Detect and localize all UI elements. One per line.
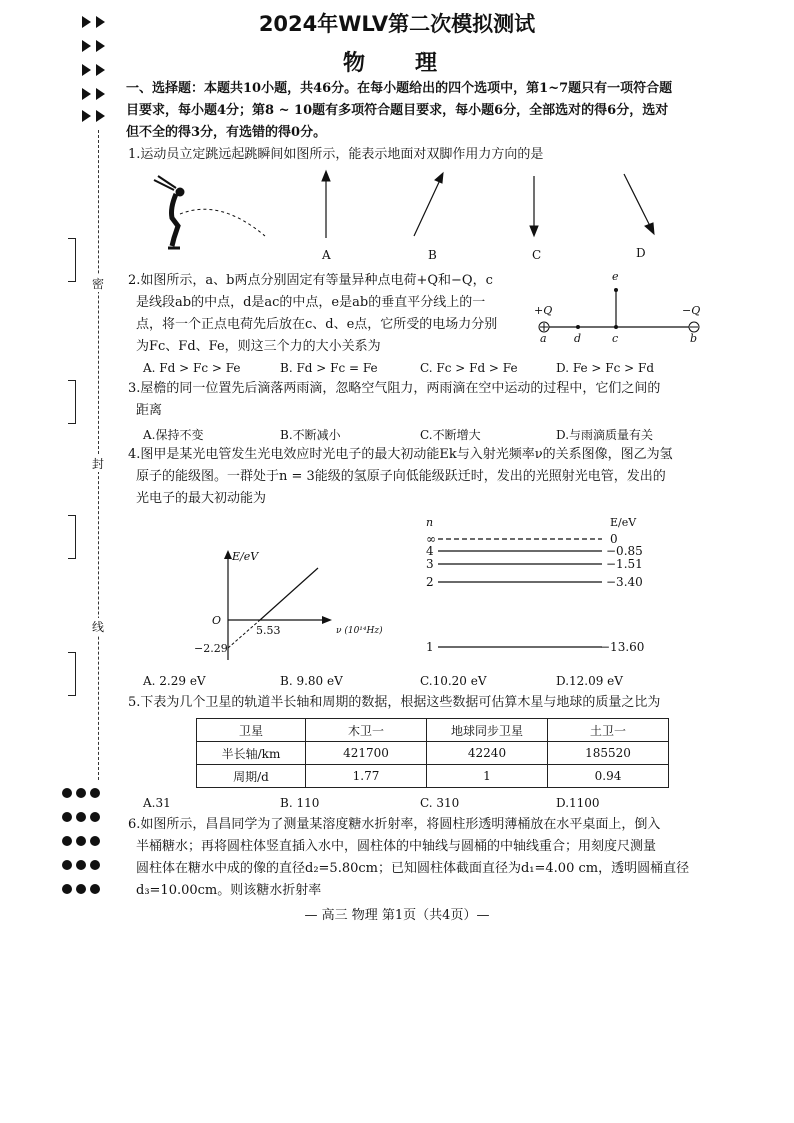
marker-dot	[90, 812, 100, 822]
seal-char-1: 密	[92, 277, 105, 291]
q2-option-d: D. Fe > Fc > Fd	[556, 361, 655, 375]
instr-line: 但不全的得3分，有选错的得0分。	[126, 125, 327, 140]
marker-dot	[90, 860, 100, 870]
table-cell: 1.77	[306, 765, 427, 788]
q2-option-c: C. Fc > Fd > Fe	[420, 361, 518, 375]
ek-y-intercept: −2.29	[194, 642, 228, 655]
level-n-4: 4	[426, 544, 434, 558]
seal-char-3: 线	[92, 620, 105, 634]
bracket-mark	[68, 380, 76, 424]
table-cell: 1	[427, 765, 548, 788]
q6-line: 6.如图所示，昌昌同学为了测量某溶度糖水折射率，将圆柱形透明薄桶放在水平桌面上，倒入	[128, 817, 661, 832]
section-instructions	[126, 78, 726, 144]
satellite-table	[196, 718, 669, 788]
marker-dot	[62, 788, 72, 798]
q2-stem	[128, 270, 528, 358]
page-title: 2024年WLV第二次模拟测试	[258, 12, 536, 36]
marker-dot	[62, 812, 72, 822]
q3-option-a: A.保持不变	[143, 428, 204, 442]
q6-stem	[128, 814, 728, 902]
level-e-inf: 0	[610, 532, 618, 546]
arrow-a	[322, 171, 330, 238]
marker-icon	[96, 88, 105, 100]
q4-line: 原子的能级图。一群处于n = 3能级的氢原子向低能级跃迁时，发出的光照射光电管，发出的	[136, 469, 666, 484]
table-cell: 0.94	[548, 765, 669, 788]
q2-line: 点，将一个正点电荷先后放在c、d、e点，它所受的电场力分别	[136, 317, 498, 332]
marker-dot	[90, 836, 100, 846]
subject-title: 物 理	[342, 51, 451, 76]
arrow-d	[624, 174, 654, 234]
page-footer: — 高三 物理 第1页（共4页）—	[304, 908, 490, 923]
table-row	[197, 765, 669, 788]
table-header-cell: 木卫一	[306, 719, 427, 742]
marker-dot	[62, 884, 72, 894]
ek-ylabel: E/eV	[232, 550, 259, 563]
level-n-1: 1	[426, 640, 434, 654]
bracket-mark	[68, 238, 76, 282]
marker-dot	[90, 788, 100, 798]
label-d: d	[574, 332, 582, 345]
q2-line: 是线段ab的中点，d是ac的中点，e是ab的垂直平分线上的一	[136, 295, 486, 310]
ek-x-intercept: 5.53	[256, 624, 281, 637]
level-e-2: −3.40	[606, 575, 643, 589]
table-row	[197, 742, 669, 765]
label-c: c	[612, 332, 619, 345]
q4-line: 4.图甲是某光电管发生光电效应时光电子的最大初动能Ek与入射光频率ν的关系图像，图乙为氢	[128, 447, 673, 462]
q3-stem	[128, 378, 728, 422]
levels-e-header: E/eV	[610, 516, 637, 529]
q1-figure	[140, 168, 680, 266]
q1-stem: 1.运动员立定跳远起跳瞬间如图所示，能表示地面对双脚作用力方向的是	[128, 147, 544, 162]
seal-char-2: 封	[92, 457, 105, 471]
q4-option-c: C.10.20 eV	[420, 674, 487, 688]
level-n-inf: ∞	[426, 532, 436, 546]
marker-icon	[96, 110, 105, 122]
instr-line: 目要求，每小题4分；第8 ~ 10题有多项符合题目要求，每小题6分，全部选对的得6分，选对	[126, 103, 669, 118]
q6-line: 圆柱体在糖水中成的像的直径d₂=5.80cm；已知圆柱体截面直径为d₁=4.00 cm，透明圆桶直径	[136, 861, 690, 876]
q6-line: d₃=10.00cm。则该糖水折射率	[136, 883, 322, 898]
q4-stem	[128, 444, 728, 510]
table-header-row	[197, 719, 669, 742]
q3-option-b: B.不断减小	[280, 428, 341, 442]
levels-n-header: n	[426, 516, 434, 529]
q5-option-b: B. 110	[280, 796, 320, 810]
ek-origin: O	[212, 614, 222, 627]
marker-dot	[62, 860, 72, 870]
ek-xlabel: ν (10¹⁴Hz)	[336, 626, 383, 636]
label-minus-q: −Q	[682, 304, 701, 317]
energy-level-diagram	[424, 516, 664, 656]
arrow-b	[414, 173, 443, 236]
marker-icon	[82, 110, 91, 122]
level-e-3: −1.51	[606, 557, 643, 571]
marker-dot	[76, 860, 86, 870]
q5-option-d: D.1100	[556, 796, 600, 810]
table-header-cell: 土卫一	[548, 719, 669, 742]
ek-graph	[190, 546, 410, 666]
label-e: e	[612, 270, 619, 283]
bracket-mark	[68, 515, 76, 559]
q4-option-d: D.12.09 eV	[556, 674, 623, 688]
marker-dot	[76, 836, 86, 846]
q1-label-b: B	[428, 248, 437, 262]
q1-label-c: C	[532, 248, 542, 262]
table-cell: 421700	[306, 742, 427, 765]
marker-dot	[76, 812, 86, 822]
label-a: a	[540, 332, 547, 345]
athlete-figure	[154, 176, 265, 248]
q2-figure	[530, 272, 710, 352]
label-plus-q: +Q	[534, 304, 553, 317]
q2-option-a: A. Fd > Fc > Fe	[143, 361, 241, 375]
bracket-mark	[68, 652, 76, 696]
q2-option-b: B. Fd > Fc = Fe	[280, 361, 378, 375]
q2-line: 为Fc、Fd、Fe，则这三个力的大小关系为	[136, 339, 381, 354]
q3-line: 3.屋檐的同一位置先后滴落两雨滴，忽略空气阻力，两雨滴在空中运动的过程中，它们之间的	[128, 381, 661, 396]
marker-icon	[82, 88, 91, 100]
table-cell: 42240	[427, 742, 548, 765]
marker-dot	[62, 836, 72, 846]
level-n-2: 2	[426, 575, 434, 589]
q3-line: 距离	[136, 403, 163, 418]
table-cell: 周期/d	[197, 765, 306, 788]
level-e-1: −13.60	[600, 640, 645, 654]
q2-line: 2.如图所示，a、b两点分别固定有等量异种点电荷+Q和−Q，c	[128, 273, 493, 288]
instr-line: 一、选择题：本题共10小题，共46分。在每小题给出的四个选项中，第1~7题只有一项符合题	[126, 81, 673, 96]
marker-dot	[76, 884, 86, 894]
q4-line: 光电子的最大初动能为	[136, 491, 267, 506]
q4-option-a: A. 2.29 eV	[143, 674, 206, 688]
binding-margin	[76, 10, 126, 900]
level-e-4: −0.85	[606, 544, 643, 558]
q5-option-c: C. 310	[420, 796, 460, 810]
table-cell: 半长轴/km	[197, 742, 306, 765]
q1-label-d: D	[636, 246, 646, 260]
q5-option-a: A.31	[143, 796, 171, 810]
level-n-3: 3	[426, 557, 434, 571]
marker-dot	[76, 788, 86, 798]
table-header-cell: 卫星	[197, 719, 306, 742]
q3-option-d: D.与雨滴质量有关	[556, 428, 654, 442]
q3-option-c: C.不断增大	[420, 428, 481, 442]
label-b: b	[690, 332, 698, 345]
q6-line: 半桶糖水；再将圆柱体竖直插入水中，圆柱体的中轴线与圆桶的中轴线重合；用刻度尺测量	[136, 839, 657, 854]
q4-option-b: B. 9.80 eV	[280, 674, 343, 688]
table-cell: 185520	[548, 742, 669, 765]
q1-label-a: A	[322, 248, 331, 262]
marker-dot	[90, 884, 100, 894]
q5-stem: 5.下表为几个卫星的轨道半长轴和周期的数据，根据这些数据可估算木星与地球的质量之比为	[128, 695, 661, 710]
table-header-cell: 地球同步卫星	[427, 719, 548, 742]
arrow-c	[530, 176, 538, 236]
